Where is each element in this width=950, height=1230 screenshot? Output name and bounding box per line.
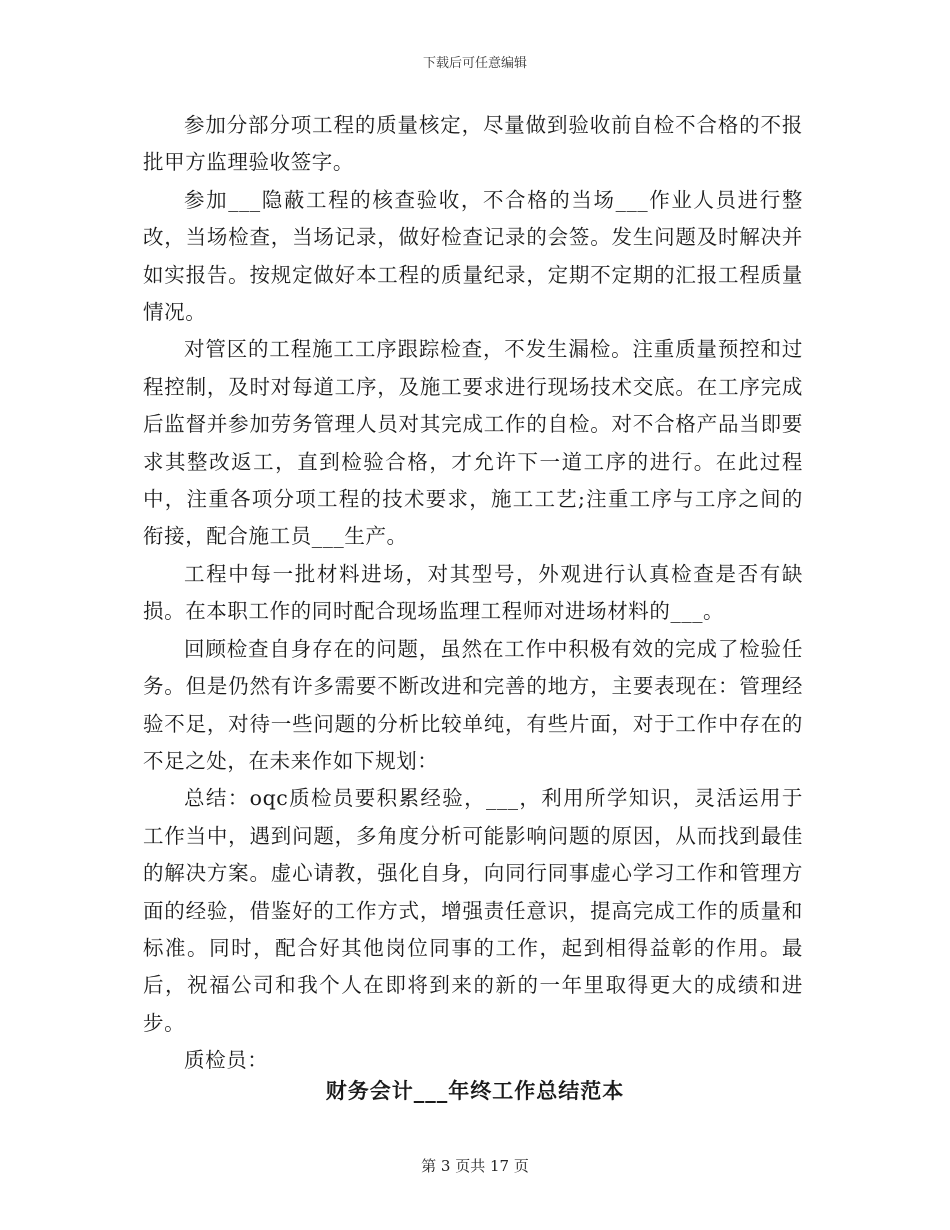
next-section-title: 财务会计___年终工作总结范本 <box>325 1078 625 1103</box>
paragraph-signature-label: 质检员： <box>184 1048 269 1073</box>
page-header-note: 下载后可任意编辑 <box>422 56 527 71</box>
paragraph-self-review: 回顾检查自身存在的问题，虽然在工作中积极有效的完成了检验任务。但是仍然有许多需要不断改进和完善的地方，主要表现在：管理经验不足，对待一些问题的分析比较单纯，有些片面，对于工作中存在的不足之处，在未来作如下规划： <box>143 636 803 773</box>
paragraph-summary: 总结：oqc质检员要积累经验，___，利用所学知识，灵活运用于工作当中，遇到问题，多角度分析可能影响问题的原因，从而找到最佳的解决方案。虚心请教，强化自身，向同行同事虚心学习工作和管理方面的经验，借鉴好的工作方式，增强责任意识，提高完成工作的质量和标准。同时，配合好其他岗位同事的工作，起到相得益彰的作用。最后，祝福公司和我个人在即将到来的新的一年里取得更大的成绩和进步。 <box>143 786 803 1035</box>
paragraph-process-tracking: 对管区的工程施工工序跟踪检查，不发生漏检。注重质量预控和过程控制，及时对每道工序，及施工要求进行现场技术交底。在工序完成后监督并参加劳务管理人员对其完成工作的自检。对不合格产品当即要求其整改返工，直到检验合格，才允许下一道工序的进行。在此过程中，注重各项分项工程的技术要求，施工工艺;注重工序与工序之间的衔接，配合施工员___生产。 <box>143 337 803 549</box>
paragraph-hidden-works-inspection: 参加___隐蔽工程的核查验收，不合格的当场___作业人员进行整改，当场检查，当场记录，做好检查记录的会签。发生问题及时解决并如实报告。按规定做好本工程的质量纪录，定期不定期的汇报工程质量情况。 <box>143 187 803 325</box>
document-body <box>143 107 803 1080</box>
paragraph-material-inspection: 工程中每一批材料进场，对其型号，外观进行认真检查是否有缺损。在本职工作的同时配合现场监理工程师对进场材料的___。 <box>143 561 803 624</box>
paragraph-quality-verification: 参加分部分项工程的质量核定，尽量做到验收前自检不合格的不报批甲方监理验收签字。 <box>143 113 803 175</box>
page-footer-number: 第 3 页共 17 页 <box>421 1157 529 1175</box>
